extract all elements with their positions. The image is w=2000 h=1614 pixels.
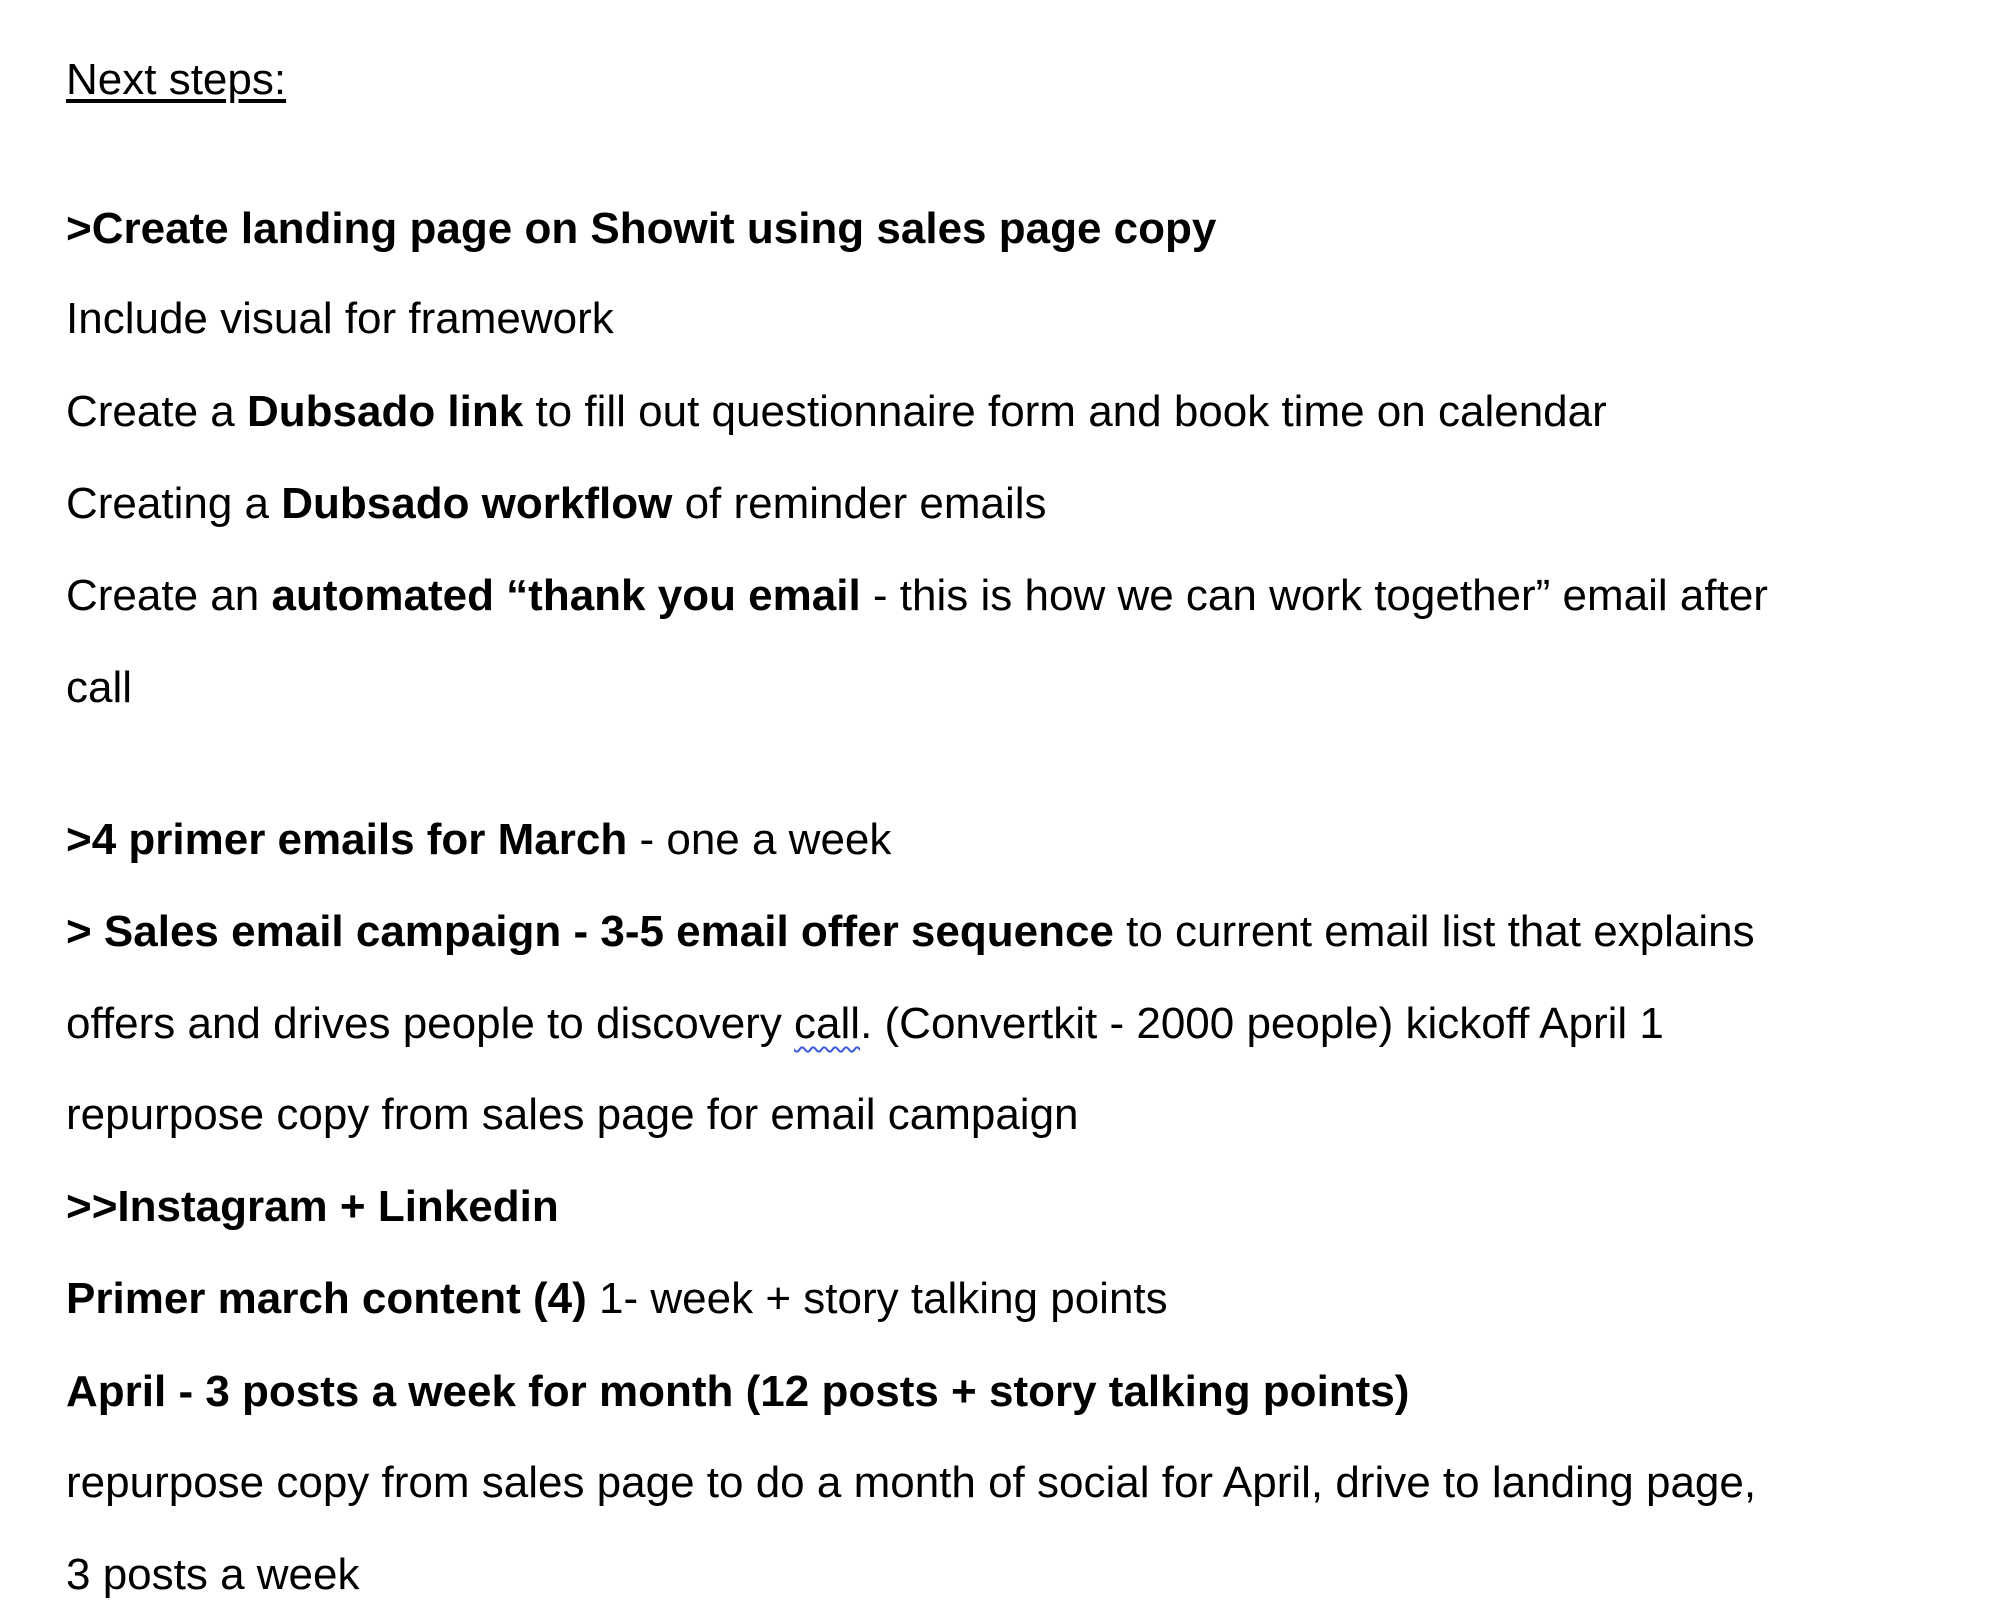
item-bold-text: Dubsado link <box>246 387 524 436</box>
sales-text: to current email list that explains <box>1113 907 1755 956</box>
social-april-plan <box>66 1366 1409 1418</box>
sales-text: . (Convertkit - 2000 people) kickoff April 1 <box>860 999 1664 1048</box>
sales-bold-text: Sales email campaign - 3-5 email offer sequence <box>103 907 1114 956</box>
sales-prefix: > <box>66 907 104 956</box>
repurpose-text: 3 posts a week <box>66 1550 360 1599</box>
social-repurpose-line-2 <box>66 1549 360 1601</box>
item-text: - this is how we can work together” email after <box>860 571 1768 620</box>
repurpose-text: repurpose copy from sales page to do a month of social for April, drive to landing page, <box>66 1458 1757 1507</box>
social-task-title <box>66 1181 559 1233</box>
primer-emails-task <box>66 814 891 866</box>
landing-item-dubsado-workflow <box>66 478 1047 530</box>
item-text: Create an <box>66 571 272 620</box>
landing-item-dubsado-link <box>66 386 1607 438</box>
item-text: Creating a <box>66 479 282 528</box>
sales-campaign-line-2 <box>66 998 1664 1050</box>
sales-text: repurpose copy from sales page for email campaign <box>66 1090 1079 1139</box>
item-text: of reminder emails <box>672 479 1047 528</box>
primer-text: - one a week <box>627 815 892 864</box>
landing-item-thank-you-email-wrap <box>66 662 132 714</box>
social-repurpose-line-1 <box>66 1457 1756 1509</box>
item-bold-text: automated “thank you email <box>271 571 861 620</box>
landing-item-visual <box>66 293 614 345</box>
spellcheck-flagged-word[interactable]: call <box>794 999 861 1048</box>
landing-title-text: >Create landing page on Showit using sales page copy <box>66 204 1217 253</box>
item-text: to fill out questionnaire form and book time on calendar <box>523 387 1607 436</box>
item-text: call <box>66 663 133 712</box>
next-steps-heading <box>66 54 286 106</box>
sales-campaign-task <box>66 906 1755 958</box>
sales-text: offers and drives people to discovery <box>66 999 795 1048</box>
social-title-text: >>Instagram + Linkedin <box>66 1182 559 1231</box>
item-text: Create a <box>66 387 247 436</box>
item-bold-text: Dubsado workflow <box>281 479 673 528</box>
april-bold-text: April - 3 posts a week for month (12 posts + story talking points) <box>66 1367 1410 1416</box>
landing-item-thank-you-email <box>66 570 1768 622</box>
march-text: 1- week + story talking points <box>586 1274 1168 1323</box>
primer-bold-text: >4 primer emails for March <box>66 815 628 864</box>
march-bold-text: Primer march content (4) <box>66 1274 587 1323</box>
item-visual-text: Include visual for framework <box>66 294 614 343</box>
heading-text: Next steps: <box>66 55 287 104</box>
sales-campaign-line-3 <box>66 1089 1079 1141</box>
landing-page-task-title <box>66 203 1216 255</box>
social-march-content <box>66 1273 1168 1325</box>
